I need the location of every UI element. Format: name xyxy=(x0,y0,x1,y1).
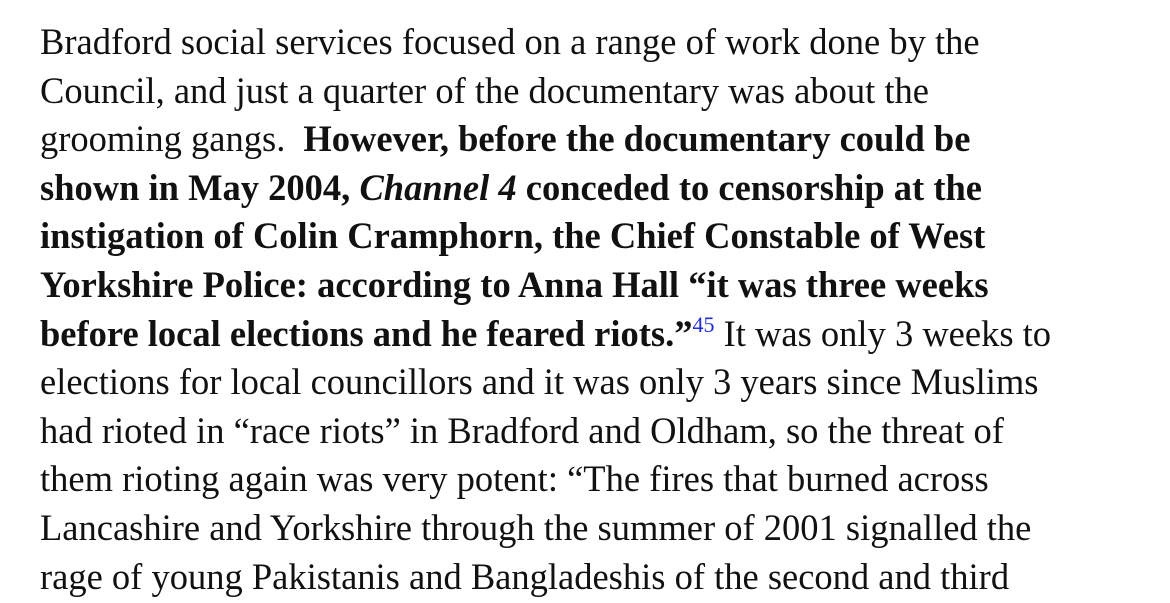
bold-text: conceded to censorship at the xyxy=(516,166,982,208)
document-page xyxy=(40,18,1150,601)
text-line-11: Lancashire and Yorkshire through the summer of 2001 signalled the xyxy=(40,506,1032,548)
plain-text: grooming gangs. xyxy=(40,118,286,160)
bold-text: before local elections and he feared riots.” xyxy=(40,312,693,354)
italic-title-channel-4: Channel 4 xyxy=(359,166,517,208)
text-line-10: them rioting again was very potent: “The fires that burned across xyxy=(40,458,989,500)
bold-text: shown in May 2004, xyxy=(40,166,360,208)
text-line-4 xyxy=(40,164,1150,213)
text-line-12: rage of young Pakistanis and Bangladeshis of the second and third xyxy=(40,555,1010,597)
text-line-8: elections for local councillors and it was only 3 years since Muslims xyxy=(40,361,1039,403)
text-line-7 xyxy=(40,310,1150,359)
bold-text: However, before the documentary could be xyxy=(303,118,971,160)
text-line-3 xyxy=(40,115,1150,164)
plain-text: It was only 3 weeks to xyxy=(714,312,1052,354)
text-line-2: Council, and just a quarter of the documentary was about the xyxy=(40,69,929,111)
text-line-9: had rioted in “race riots” in Bradford and Oldham, so the threat of xyxy=(40,409,1004,451)
footnote-link[interactable]: 45 xyxy=(692,311,715,337)
text-line-5: instigation of Colin Cramphorn, the Chief Constable of West xyxy=(40,215,986,257)
text-line-1: Bradford social services focused on a range of work done by the xyxy=(40,21,980,62)
text-line-6: Yorkshire Police: according to Anna Hall “it was three weeks xyxy=(40,263,989,305)
